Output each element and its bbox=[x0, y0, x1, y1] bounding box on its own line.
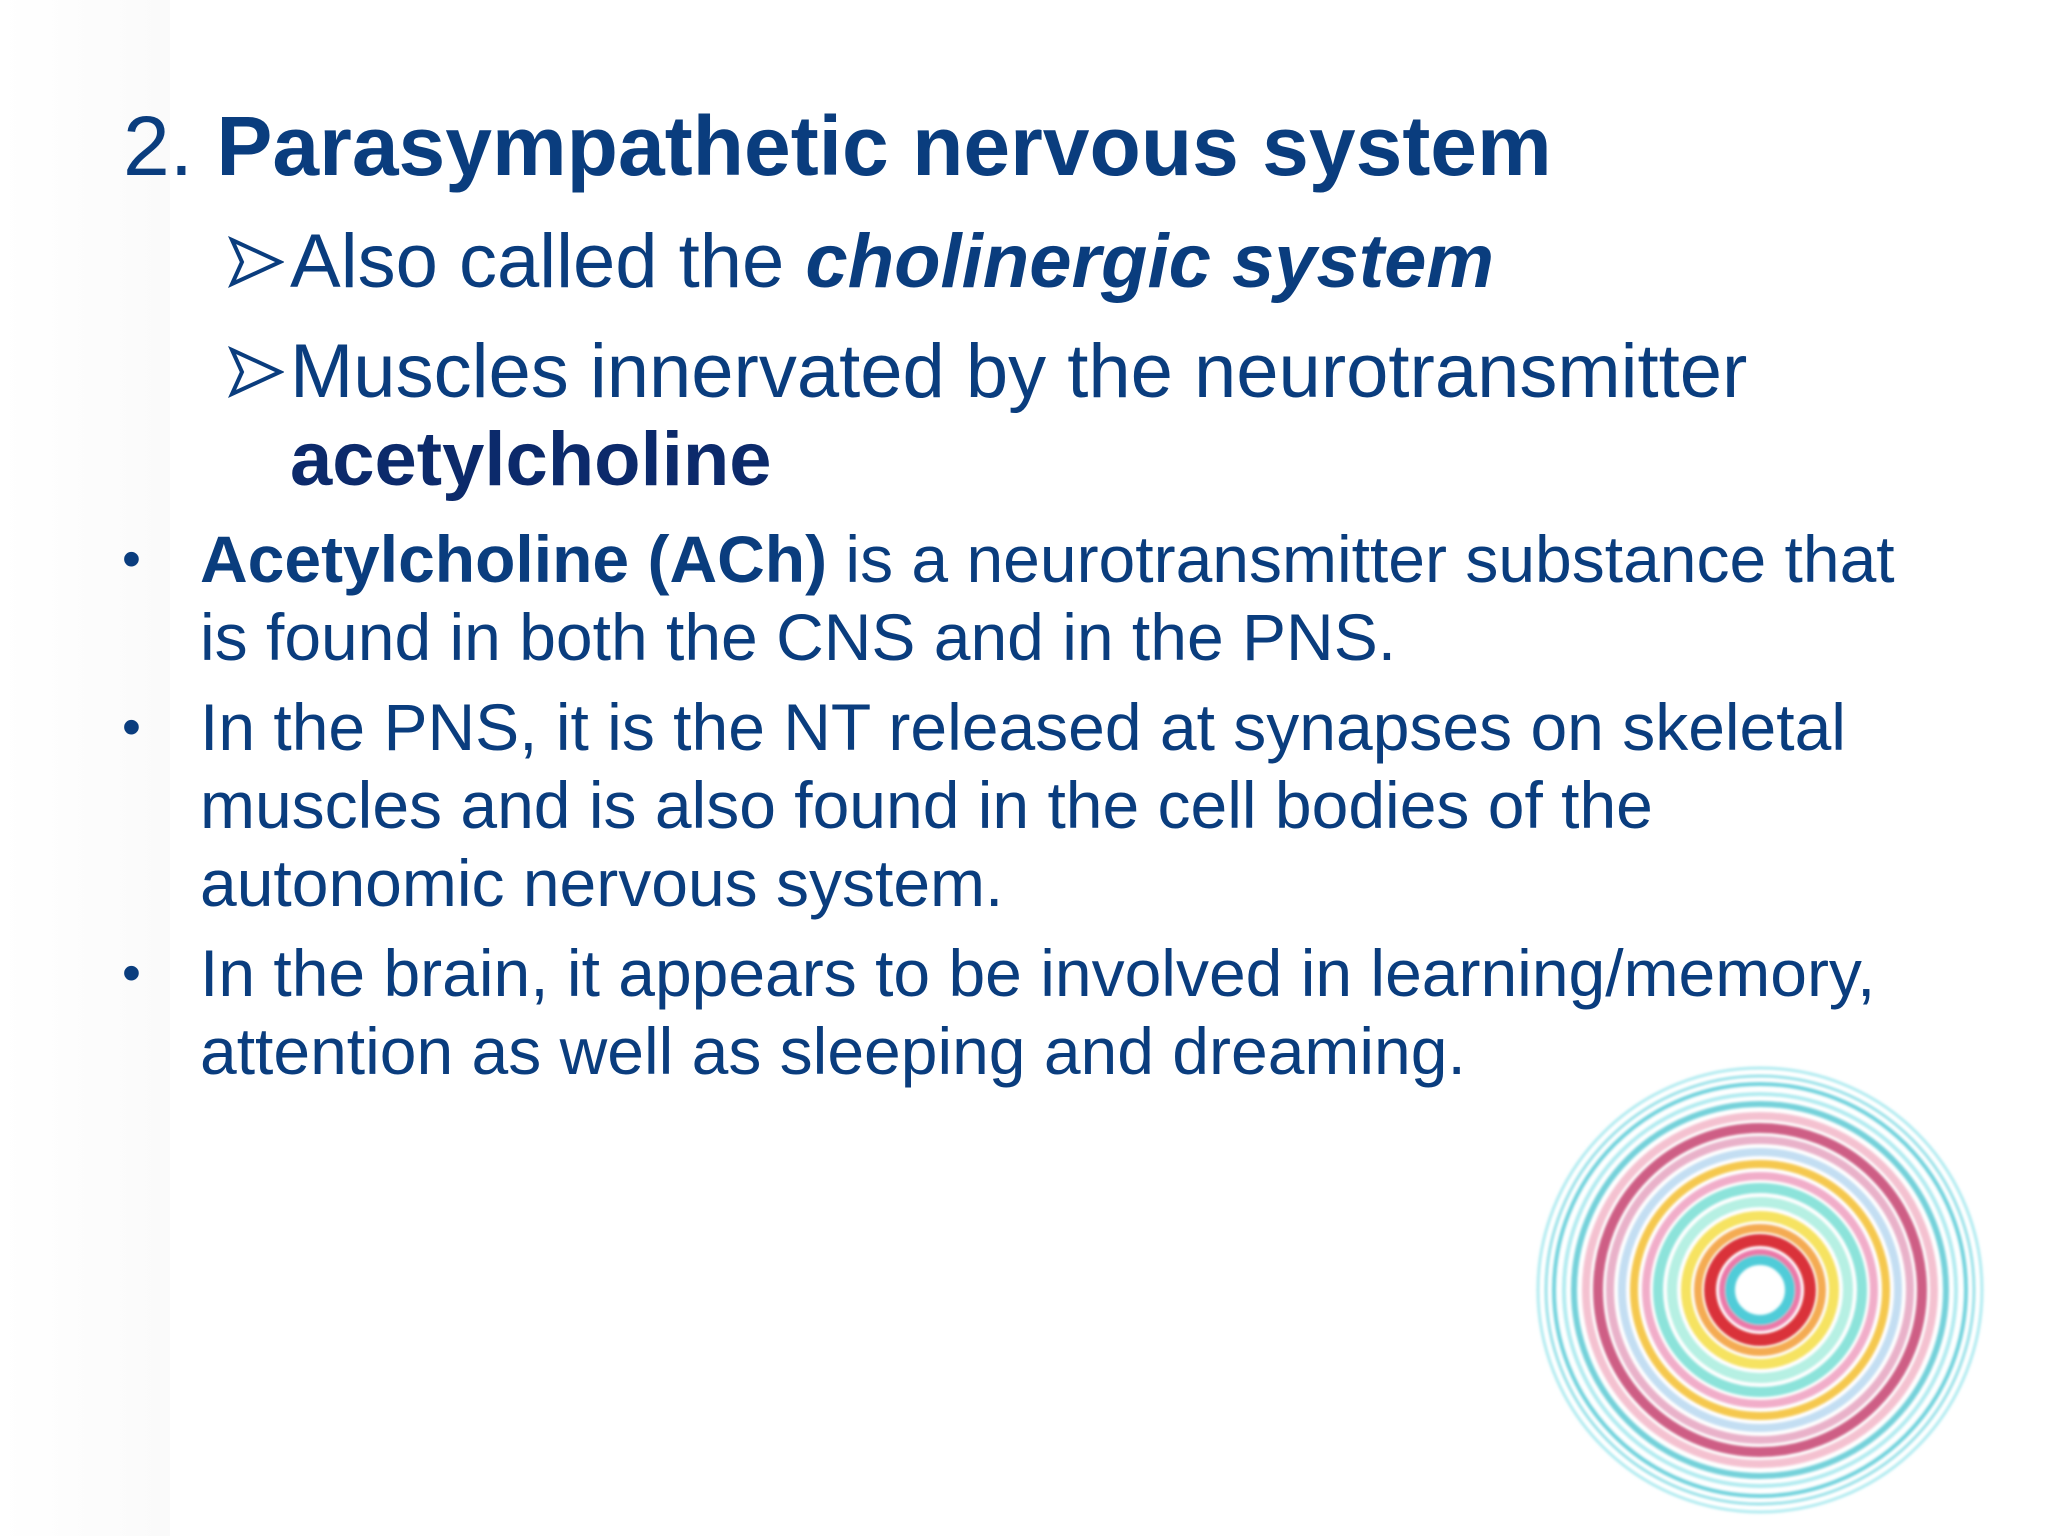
concentric-rings-graphic bbox=[1530, 1060, 1990, 1520]
bullet-item bbox=[122, 520, 1922, 676]
bullet-dot: • bbox=[122, 943, 141, 1003]
slide-title bbox=[123, 96, 1552, 196]
bullet-item bbox=[122, 688, 1922, 922]
subpoint-2 bbox=[228, 328, 1848, 504]
bullet-body: is a neurotransmitter substance that is found in both the CNS and in the PNS. bbox=[200, 522, 1895, 674]
bullet-list bbox=[122, 520, 1922, 1102]
bullet-text: In the PNS, it is the NT released at synapses on skeletal muscles and is also found in the cell bodies of the autonomic nervous system. bbox=[200, 690, 1846, 920]
subpoint-emphasis: cholinergic system bbox=[805, 219, 1494, 304]
subpoint-text bbox=[228, 218, 1494, 306]
subpoint-1 bbox=[228, 218, 1494, 306]
title-number: 2. bbox=[123, 99, 194, 193]
bullet-dot: • bbox=[122, 697, 141, 757]
subpoint-prefix: Also called the bbox=[290, 219, 806, 304]
subpoint-prefix: Muscles innervated by the neurotransmitter bbox=[290, 329, 1748, 414]
arrowhead-icon bbox=[228, 328, 288, 416]
title-text: Parasympathetic nervous system bbox=[216, 99, 1552, 193]
subpoint-emphasis: acetylcholine bbox=[290, 417, 772, 502]
arrowhead-icon bbox=[228, 218, 288, 306]
subpoint-text bbox=[228, 328, 1848, 504]
bullet-text bbox=[122, 520, 1922, 676]
bullet-bold-term: Acetylcholine (ACh) bbox=[200, 522, 828, 596]
bullet-dot: • bbox=[122, 529, 141, 589]
bullet-text: In the brain, it appears to be involved in learning/memory, attention as well as sleeping and dreaming. bbox=[200, 936, 1876, 1088]
